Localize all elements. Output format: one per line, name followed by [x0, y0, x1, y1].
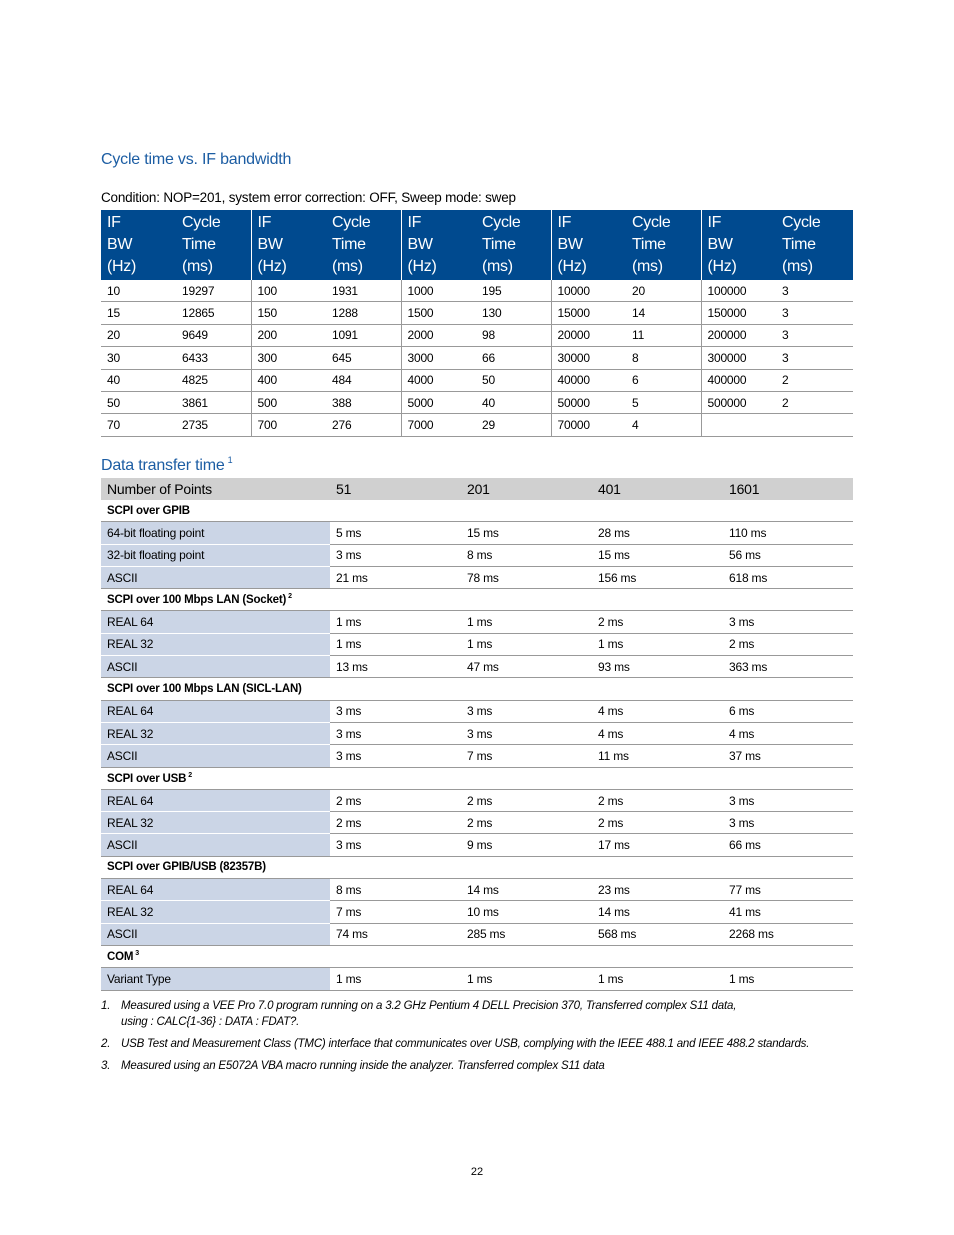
table-cell: 5 [626, 391, 701, 413]
table-cell: 3 ms [330, 834, 461, 856]
group-label: SCPI over GPIB [101, 500, 853, 522]
table-cell: 4000 [401, 369, 476, 391]
table-cell: 74 ms [330, 923, 461, 945]
header-if-bw: IF BW (Hz) [101, 210, 176, 280]
table-cell: 3 ms [330, 745, 461, 767]
table-cell: 400 [251, 369, 326, 391]
table-cell: 363 ms [723, 656, 853, 678]
table-cell: 200 [251, 324, 326, 346]
table-header-row [101, 478, 853, 500]
table-cell: 110 ms [723, 522, 853, 544]
table-cell: 19297 [176, 280, 251, 302]
table-cell: 2000 [401, 324, 476, 346]
cycle-time-table [101, 210, 853, 437]
table-cell: 20000 [551, 324, 626, 346]
table-cell: 1 ms [461, 611, 592, 633]
table-cell: 10 ms [461, 901, 592, 923]
table-cell: 6433 [176, 347, 251, 369]
data-transfer-table [101, 478, 853, 991]
table-cell: 400000 [701, 369, 776, 391]
table-cell: 3 ms [330, 544, 461, 566]
cycle-time-heading: Cycle time vs. IF bandwidth [101, 151, 292, 168]
group-label: SCPI over GPIB/USB (82357B) [101, 856, 853, 878]
table-cell: 2 ms [723, 633, 853, 655]
table-row [101, 968, 853, 990]
table-cell: 1 ms [592, 968, 723, 990]
table-row [101, 369, 853, 391]
table-cell: 6 [626, 369, 701, 391]
table-row [101, 522, 853, 544]
table-cell: 700 [251, 414, 326, 436]
table-cell: 568 ms [592, 923, 723, 945]
table-cell: 14 ms [592, 901, 723, 923]
table-row [101, 347, 853, 369]
table-cell: 3000 [401, 347, 476, 369]
table-row [101, 923, 853, 945]
table-cell: 4 ms [592, 722, 723, 744]
footnote [101, 1036, 861, 1052]
table-cell: 2 [776, 391, 853, 413]
table-cell: 30 [101, 347, 176, 369]
table-cell: 20 [626, 280, 701, 302]
table-cell: 3 ms [723, 789, 853, 811]
table-cell: 23 ms [592, 879, 723, 901]
table-cell: 1091 [326, 324, 401, 346]
table-cell: 10000 [551, 280, 626, 302]
row-label: ASCII [101, 745, 330, 767]
row-label: ASCII [101, 566, 330, 588]
table-cell: 37 ms [723, 745, 853, 767]
table-cell: 3 ms [330, 722, 461, 744]
table-cell: 100 [251, 280, 326, 302]
table-cell: 20 [101, 324, 176, 346]
group-label: COM $^3$ [101, 945, 853, 967]
table-row [101, 834, 853, 856]
table-cell: 500 [251, 391, 326, 413]
group-row [101, 589, 853, 611]
group-label: SCPI over USB $^2$ [101, 767, 853, 789]
footnotes [101, 998, 861, 1080]
table-cell: 50 [476, 369, 551, 391]
table-cell: 1 ms [330, 611, 461, 633]
table-cell: 11 [626, 324, 701, 346]
header-if-bw: IF BW (Hz) [551, 210, 626, 280]
table-cell: 15 ms [592, 544, 723, 566]
table-cell: 5000 [401, 391, 476, 413]
group-row [101, 945, 853, 967]
table-cell: 11 ms [592, 745, 723, 767]
table-cell: 66 ms [723, 834, 853, 856]
table-cell: 618 ms [723, 566, 853, 588]
table-cell: 4 ms [723, 722, 853, 744]
table-cell: 300000 [701, 347, 776, 369]
table-cell: 1 ms [461, 968, 592, 990]
table-cell: 10 [101, 280, 176, 302]
table-cell: 29 [476, 414, 551, 436]
table-cell: 77 ms [723, 879, 853, 901]
table-cell: 3 [776, 302, 853, 324]
row-label: 32-bit floating point [101, 544, 330, 566]
table-cell: 21 ms [330, 566, 461, 588]
footnote-number: 3. [101, 1060, 111, 1072]
table-cell: 41 ms [723, 901, 853, 923]
table-cell: 500000 [701, 391, 776, 413]
table-cell: 2 ms [461, 789, 592, 811]
row-label: REAL 32 [101, 901, 330, 923]
footnote-text: Measured using an E5072A VBA macro running inside the analyzer. Transferred complex S11 data [121, 1060, 605, 1072]
table-cell: 645 [326, 347, 401, 369]
table-cell: 6 ms [723, 700, 853, 722]
table-cell: 1 ms [330, 968, 461, 990]
footnote-text: Measured using a VEE Pro 7.0 program running on a 3.2 GHz Pentium 4 DELL Precision 370, Transferred complex S11 data, using : CALC{1-36} : DATA : FDAT?. [121, 1000, 737, 1028]
row-label: REAL 64 [101, 879, 330, 901]
table-cell: 150000 [701, 302, 776, 324]
table-cell: 2 ms [592, 789, 723, 811]
footnote [101, 998, 861, 1030]
table-cell: 98 [476, 324, 551, 346]
table-cell: 5 ms [330, 522, 461, 544]
table-row [101, 611, 853, 633]
table-cell: 1 ms [461, 633, 592, 655]
table-cell: 130 [476, 302, 551, 324]
condition-text: Condition: NOP=201, system error correction: OFF, Sweep mode: swep [101, 190, 516, 205]
header-if-bw: IF BW (Hz) [401, 210, 476, 280]
table-cell [776, 414, 853, 436]
table-cell: 7000 [401, 414, 476, 436]
table-cell: 40 [476, 391, 551, 413]
group-row [101, 500, 853, 522]
table-cell: 2 ms [592, 812, 723, 834]
table-row [101, 391, 853, 413]
table-cell: 3 ms [461, 700, 592, 722]
group-row [101, 767, 853, 789]
table-row [101, 789, 853, 811]
table-cell [701, 414, 776, 436]
table-cell: 2735 [176, 414, 251, 436]
group-row [101, 856, 853, 878]
table-cell: 12865 [176, 302, 251, 324]
group-label: SCPI over 100 Mbps LAN (SICL-LAN) [101, 678, 853, 700]
row-label: Variant Type [101, 968, 330, 990]
footnote-text: USB Test and Measurement Class (TMC) interface that communicates over USB, complying with the IEEE 488.1 and IEEE 488.2 standards. [121, 1038, 810, 1050]
table-cell: 1931 [326, 280, 401, 302]
table-cell: 28 ms [592, 522, 723, 544]
table-row [101, 745, 853, 767]
table-row [101, 414, 853, 436]
table-row [101, 280, 853, 302]
header-cycle-time: Cycle Time (ms) [176, 210, 251, 280]
table-row [101, 544, 853, 566]
table-cell: 3 [776, 347, 853, 369]
table-cell: 7 ms [330, 901, 461, 923]
header-if-bw: IF BW (Hz) [251, 210, 326, 280]
table-cell: 14 [626, 302, 701, 324]
table-cell: 70 [101, 414, 176, 436]
table-cell: 2 ms [330, 812, 461, 834]
group-label: SCPI over 100 Mbps LAN (Socket) $^2$ [101, 589, 853, 611]
header-if-bw: IF BW (Hz) [701, 210, 776, 280]
table-cell: 2 ms [330, 789, 461, 811]
table-cell: 70000 [551, 414, 626, 436]
table-cell: 3 ms [723, 812, 853, 834]
header-cell: Number of Points [101, 478, 330, 500]
table-row [101, 901, 853, 923]
header-cell: 201 [461, 478, 592, 500]
table-row [101, 812, 853, 834]
table-cell: 8 [626, 347, 701, 369]
row-label: REAL 64 [101, 700, 330, 722]
table-cell: 2 ms [461, 812, 592, 834]
table-cell: 9649 [176, 324, 251, 346]
footnote-number: 1. [101, 1000, 111, 1012]
table-row [101, 566, 853, 588]
page-number: 22 [470, 1166, 484, 1178]
table-cell: 15 [101, 302, 176, 324]
header-cycle-time: Cycle Time (ms) [476, 210, 551, 280]
table-cell: 47 ms [461, 656, 592, 678]
table-cell: 100000 [701, 280, 776, 302]
table-cell: 3 ms [723, 611, 853, 633]
row-label: ASCII [101, 834, 330, 856]
table-cell: 1 ms [723, 968, 853, 990]
row-label: REAL 32 [101, 812, 330, 834]
table-cell: 3 ms [461, 722, 592, 744]
header-cycle-time: Cycle Time (ms) [776, 210, 853, 280]
table-row [101, 302, 853, 324]
row-label: ASCII [101, 923, 330, 945]
table-cell: 15000 [551, 302, 626, 324]
table-cell: 2 [776, 369, 853, 391]
row-label: REAL 64 [101, 789, 330, 811]
table-cell: 30000 [551, 347, 626, 369]
table-cell: 484 [326, 369, 401, 391]
table-cell: 285 ms [461, 923, 592, 945]
table-cell: 3861 [176, 391, 251, 413]
table-cell: 1 ms [330, 633, 461, 655]
table-cell: 195 [476, 280, 551, 302]
table-cell: 150 [251, 302, 326, 324]
table-row [101, 633, 853, 655]
table-cell: 2 ms [592, 611, 723, 633]
table-cell: 1288 [326, 302, 401, 324]
footnote-number: 2. [101, 1038, 111, 1050]
row-label: 64-bit floating point [101, 522, 330, 544]
row-label: ASCII [101, 656, 330, 678]
table-cell: 40 [101, 369, 176, 391]
table-cell: 4825 [176, 369, 251, 391]
table-cell: 4 ms [592, 700, 723, 722]
table-cell: 78 ms [461, 566, 592, 588]
table-cell: 4 [626, 414, 701, 436]
table-row [101, 324, 853, 346]
row-label: REAL 64 [101, 611, 330, 633]
table-cell: 8 ms [330, 879, 461, 901]
data-transfer-heading: Data transfer time $^1$ [101, 455, 233, 474]
header-cycle-time: Cycle Time (ms) [326, 210, 401, 280]
row-label: REAL 32 [101, 633, 330, 655]
table-cell: 17 ms [592, 834, 723, 856]
table-cell: 13 ms [330, 656, 461, 678]
table-cell: 9 ms [461, 834, 592, 856]
table-cell: 276 [326, 414, 401, 436]
header-cell: 1601 [723, 478, 853, 500]
table-cell: 1000 [401, 280, 476, 302]
header-cell: 51 [330, 478, 461, 500]
group-row [101, 678, 853, 700]
header-cell: 401 [592, 478, 723, 500]
table-cell: 50 [101, 391, 176, 413]
table-cell: 56 ms [723, 544, 853, 566]
table-cell: 7 ms [461, 745, 592, 767]
table-cell: 300 [251, 347, 326, 369]
table-cell: 50000 [551, 391, 626, 413]
table-cell: 156 ms [592, 566, 723, 588]
table-cell: 8 ms [461, 544, 592, 566]
table-cell: 14 ms [461, 879, 592, 901]
table-cell: 3 [776, 280, 853, 302]
table-cell: 388 [326, 391, 401, 413]
table-cell: 15 ms [461, 522, 592, 544]
table-cell: 1 ms [592, 633, 723, 655]
table-cell: 93 ms [592, 656, 723, 678]
table-cell: 66 [476, 347, 551, 369]
table-cell: 40000 [551, 369, 626, 391]
table-cell: 3 ms [330, 700, 461, 722]
footnote [101, 1058, 861, 1074]
table-cell: 2268 ms [723, 923, 853, 945]
table-cell: 200000 [701, 324, 776, 346]
row-label: REAL 32 [101, 722, 330, 744]
table-cell: 3 [776, 324, 853, 346]
header-cycle-time: Cycle Time (ms) [626, 210, 701, 280]
table-row [101, 700, 853, 722]
table-cell: 1500 [401, 302, 476, 324]
table-row [101, 879, 853, 901]
table-row [101, 656, 853, 678]
table-row [101, 722, 853, 744]
